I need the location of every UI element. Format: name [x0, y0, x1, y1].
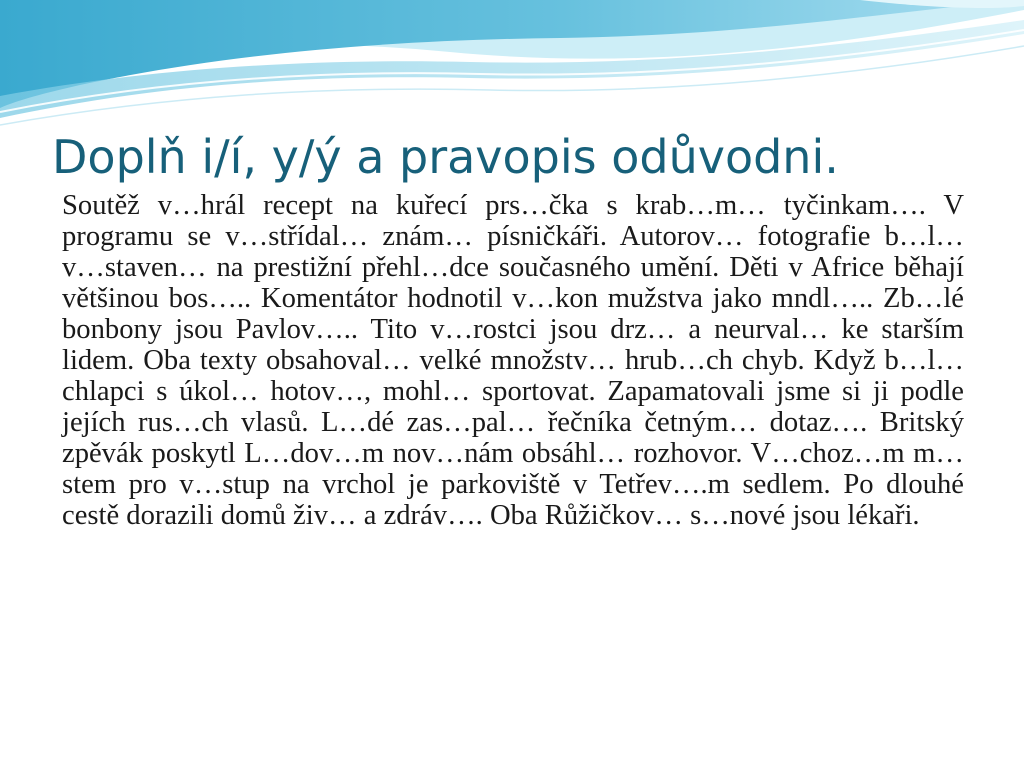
wave-header-decoration: [0, 0, 1024, 140]
slide-title: Doplň i/í, y/ý a pravopis odůvodni.: [52, 130, 839, 184]
exercise-text: Soutěž v…hrál recept na kuřecí prs…čka s krab…m… tyčinkam…. V programu se v…střídal… znám… písničkáři. Autorov… fotografie b…l… v…staven… na prestižní přehl…dce současného umění. Děti v Africe běhají většinou bos….. Komentátor hodnotil v…kon mužstva jako mndl….. Zb…lé bonbony jsou Pavlov….. Tito v…rostci jsou drz… a neurval… ke starším lidem. Oba texty obsahoval… velké množstv… hrub…ch chyb. Když b…l… chlapci s úkol… hotov…, mohl… sportovat. Zapamatovali jsme si ji podle jejích rus…ch vlasů. L…dé zas…pal… řečníka četným… dotaz…. Britský zpěvák poskytl L…dov…m nov…nám obsáhl… rozhovor. V…choz…m m…stem pro v…stup na vrchol je parkoviště v Tetřev….m sedlem. Po dlouhé cestě dorazili domů živ… a zdráv…. Oba Růžičkov… s…nové jsou lékaři.: [62, 190, 964, 531]
